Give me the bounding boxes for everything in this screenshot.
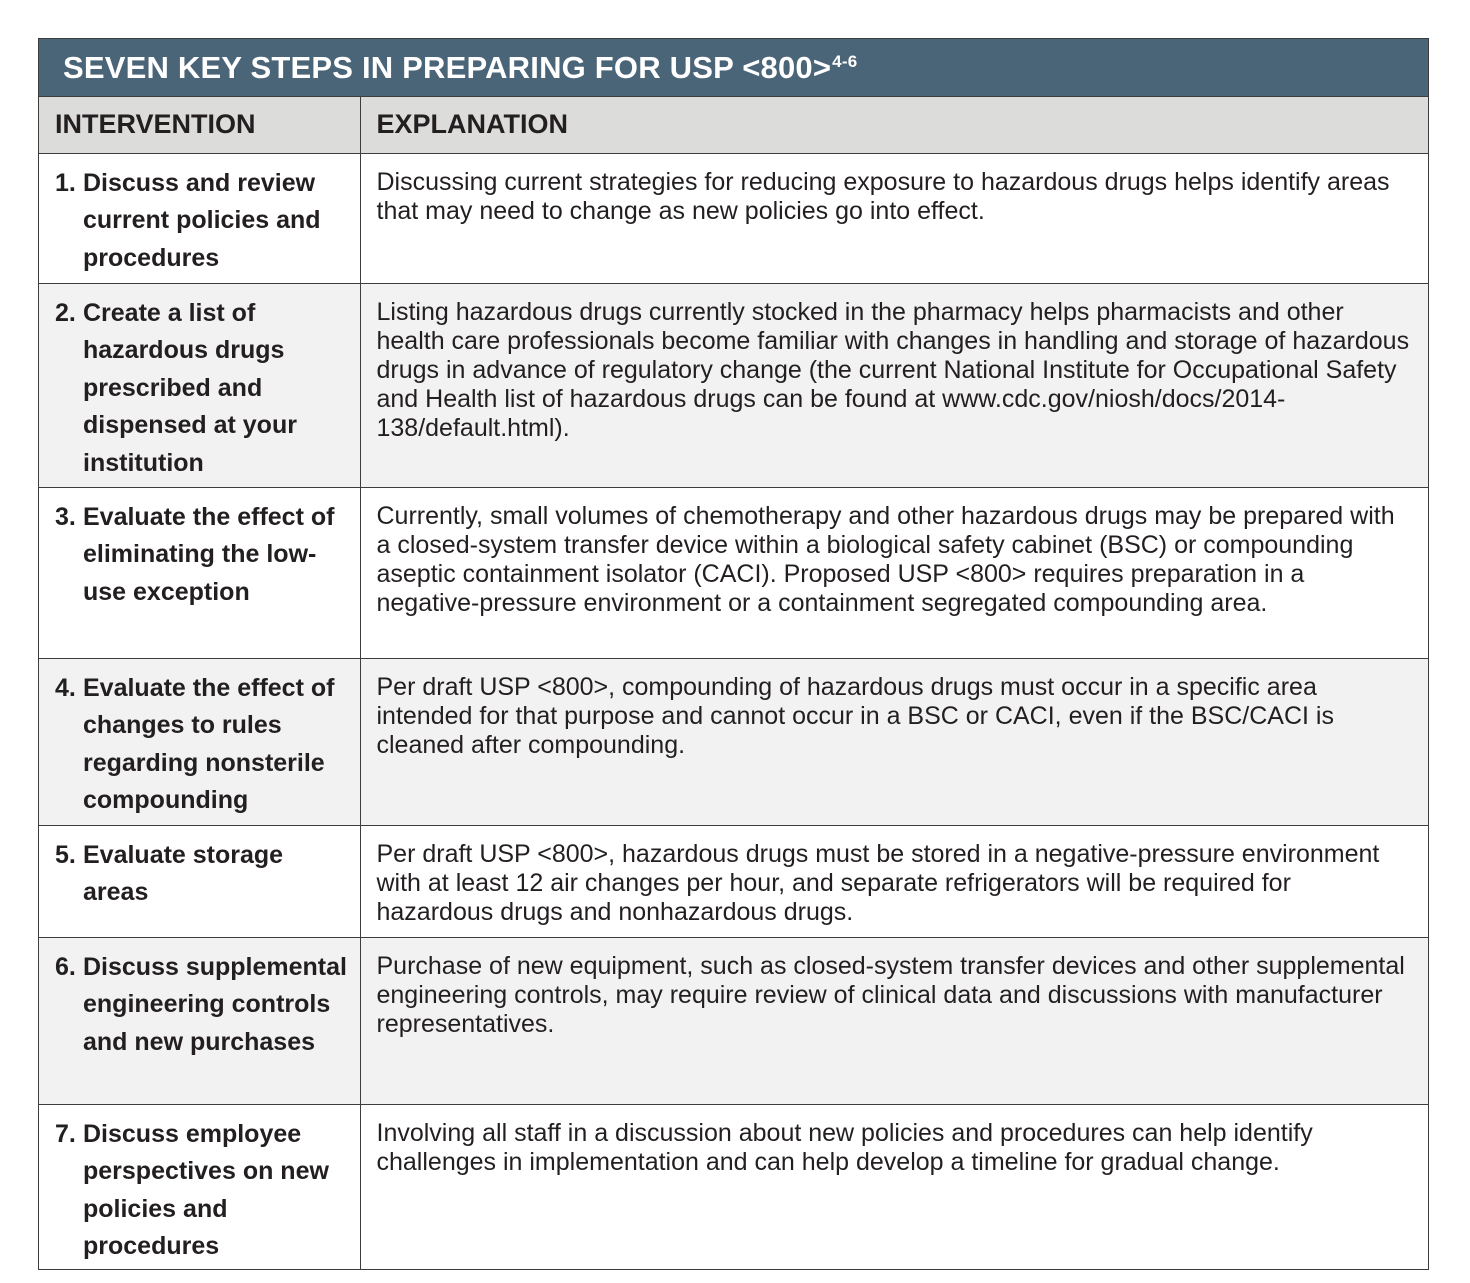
intervention-cell [39,153,360,283]
intervention-text: Discuss and review current policies and procedures [83,168,321,272]
intervention-text: Evaluate the effect of eliminating the low-use exception [83,502,335,606]
step-number: 1. [55,168,76,197]
intervention-text: Discuss supplemental engineering controls and new purchases [83,952,347,1056]
intervention-text: Evaluate the effect of changes to rules regarding nonsterile compounding [83,673,335,814]
table-title-superscript: 4-6 [832,51,858,71]
step-number: 3. [55,502,76,531]
step-number: 6. [55,952,76,981]
step-number: 4. [55,673,76,702]
intervention-cell [39,937,360,1104]
intervention-text: Discuss employee perspectives on new policies and procedures [83,1119,329,1260]
step-number: 7. [55,1119,76,1148]
explanation-cell: Currently, small volumes of chemotherapy and other hazardous drugs may be prepared with a closed-system transfer device within a biological safety cabinet (BSC) or compounding aseptic containment isolator (CACI). Proposed USP <800> requires preparation in a negative-pressure environment or a containment segregated compounding area. [360,487,1428,658]
step-number: 2. [55,298,76,327]
explanation-cell: Involving all staff in a discussion about new policies and procedures can help identify challenges in implementation and can help develop a timeline for gradual change. [376,1118,1313,1176]
intervention-cell [39,283,360,487]
table-row [39,825,1428,937]
explanation-cell: Per draft USP <800>, hazardous drugs must be stored in a negative-pressure environment with at least 12 air changes per hour, and separate refrigerators will be required for hazardous drugs and nonhazardous drugs. [360,825,1428,937]
table-row [39,658,1428,825]
table-row [39,153,1428,283]
intervention-cell [39,1104,360,1270]
table-title-text: SEVEN KEY STEPS IN PREPARING FOR USP <800> [63,49,832,85]
explanation-cell: Listing hazardous drugs currently stocked in the pharmacy helps pharmacists and other health care professionals become familiar with changes in handling and storage of hazardous drugs in advance of regulatory change (the current National Institute for Occupational Safety and Health list of hazardous drugs can be found at www.cdc.gov/niosh/docs/2014-138/default.html). [360,283,1428,487]
explanation-cell: Discussing current strategies for reducing exposure to hazardous drugs helps identify areas that may need to change as new policies go into effect. [360,153,1428,283]
table-row [39,1104,1428,1270]
column-header-intervention: INTERVENTION [39,97,360,153]
step-number: 5. [55,840,76,869]
table-row [39,283,1428,487]
explanation-cell: Per draft USP <800>, compounding of hazardous drugs must occur in a specific area intended for that purpose and cannot occur in a BSC or CACI, even if the BSC/CACI is cleaned after compounding. [360,658,1428,825]
column-header-explanation: EXPLANATION [360,97,1428,153]
explanation-cell: Purchase of new equipment, such as closed-system transfer devices and other supplemental engineering controls, may require review of clinical data and discussions with manufacturer representatives. [360,937,1428,1104]
header-row [39,97,1428,153]
steps-table [39,97,1428,1270]
intervention-cell [39,658,360,825]
table-row [39,487,1428,658]
intervention-cell [39,825,360,937]
table-row [39,937,1428,1104]
intervention-text: Evaluate storage areas [83,840,284,906]
intervention-text: Create a list of hazardous drugs prescribed and dispensed at your institution [83,298,297,477]
key-steps-table [38,38,1429,1270]
table-title [39,39,1428,97]
intervention-cell [39,487,360,658]
